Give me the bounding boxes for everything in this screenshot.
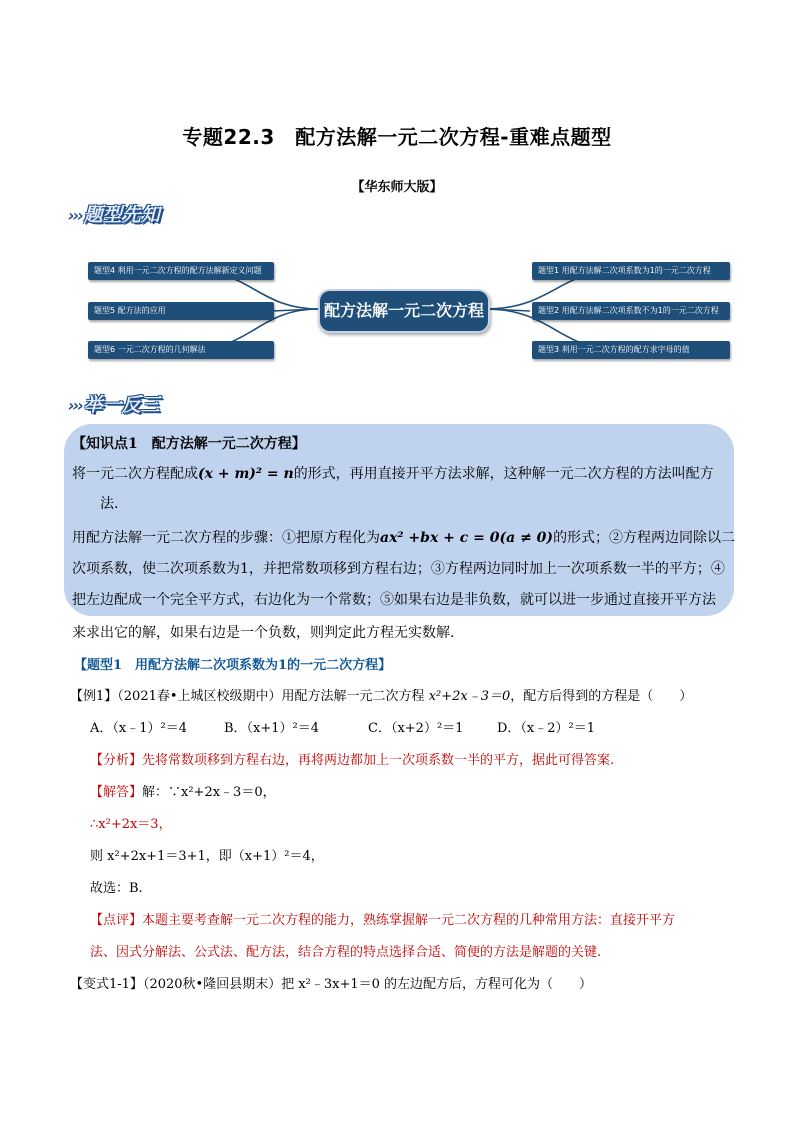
- mindmap-node-type3: 题型3 利用一元二次方程的配方求字母的值: [532, 341, 730, 359]
- option-b: B．（x+1）²＝4: [224, 721, 320, 736]
- mindmap-node-type1: 题型1 用配方法解二次项系数为1的一元二次方程: [532, 262, 730, 280]
- knowledge-para-1: 将一元二次方程配成(x + m)² = n的形式，再用直接开平方法求解，这种解一元二次方程的方法叫配方: [72, 466, 714, 482]
- comment-line-2: 法、因式分解法、公式法、配方法，结合方程的特点选择合适、简便的方法是解题的关键.: [90, 945, 602, 960]
- knowledge-heading: 【知识点1 配方法解一元二次方程】: [72, 436, 306, 452]
- arrow-icon: ›››: [68, 396, 82, 415]
- answer-line-3: 则 x²+2x+1＝3+1，即（x+1）²＝4，: [90, 849, 324, 864]
- answer-line-1: 【解答】解：∵x²+2x﹣3＝0，: [90, 785, 276, 800]
- section-banner-practice: [68, 390, 160, 420]
- mindmap-connectors: [0, 0, 794, 400]
- knowledge-para-3: 次项系数，使二次项系数为1，并把常数项移到方程右边；③方程两边同时加上一次项系数一半的平方；④: [72, 561, 725, 577]
- option-d: D．（x﹣2）²＝1: [497, 721, 596, 736]
- mindmap-node-type5: 题型5 配方法的应用: [88, 302, 274, 320]
- answer-line-4: 故选：B.: [90, 881, 143, 896]
- page-title: 专题22.3 配方法解一元二次方程-重难点题型: [182, 125, 612, 149]
- mindmap-node-type6: 题型6 一元二次方程的几何解法: [88, 341, 274, 359]
- comment-line-1: 【点评】本题主要考查解一元二次方程的能力，熟练掌握解一元二次方程的几种常用方法：直接开平方: [90, 913, 676, 928]
- variant-1-1: 【变式1-1】（2020秋•隆回县期末）把 x²﹣3x+1＝0 的左边配方后，方程可化为（ ）: [70, 977, 593, 992]
- knowledge-para-1-end: 法.: [100, 496, 119, 512]
- formula-general: ax² +bx + c = 0(a ≠ 0): [380, 530, 554, 546]
- type1-heading: 【题型1 用配方法解二次项系数为1的一元二次方程】: [74, 658, 392, 673]
- edition-label: 【华东师大版】: [351, 180, 443, 195]
- option-c: C．（x+2）²＝1: [368, 721, 464, 736]
- mindmap-node-type2: 题型2 用配方法解二次项系数不为1的一元二次方程: [532, 302, 730, 320]
- mindmap-center-node: 配方法解一元二次方程: [318, 289, 490, 333]
- formula-square: (x + m)² = n: [198, 466, 294, 482]
- knowledge-para-5: 来求出它的解，如果右边是一个负数，则判定此方程无实数解.: [72, 625, 455, 641]
- arrow-icon: ›››: [68, 206, 82, 225]
- mindmap-node-type4: 题型4 利用一元二次方程的配方法解新定义问题: [88, 262, 274, 280]
- option-a: A．（x﹣1）²＝4: [90, 721, 187, 736]
- knowledge-para-4: 把左边配成一个完全平方式，右边化为一个常数；⑤如果右边是非负数，就可以进一步通过直接开平方法: [72, 592, 716, 608]
- knowledge-para-2: 用配方法解一元二次方程的步骤：①把原方程化为ax² +bx + c = 0(a ≠ 0)的形式；②方程两边同除以二: [72, 530, 736, 546]
- answer-line-2: ∴x²+2x＝3，: [90, 817, 172, 832]
- banner-text: 题型先知: [83, 204, 160, 226]
- banner-text: 举一反三: [83, 394, 160, 416]
- example-1-stem: 【例1】（2021春•上城区校级期中）用配方法解一元二次方程 x²+2x﹣3＝0，配方后得到的方程是（ ）: [70, 689, 693, 704]
- analysis: 【分析】先将常数项移到方程右边，再将两边都加上一次项系数一半的平方，据此可得答案.: [90, 753, 615, 768]
